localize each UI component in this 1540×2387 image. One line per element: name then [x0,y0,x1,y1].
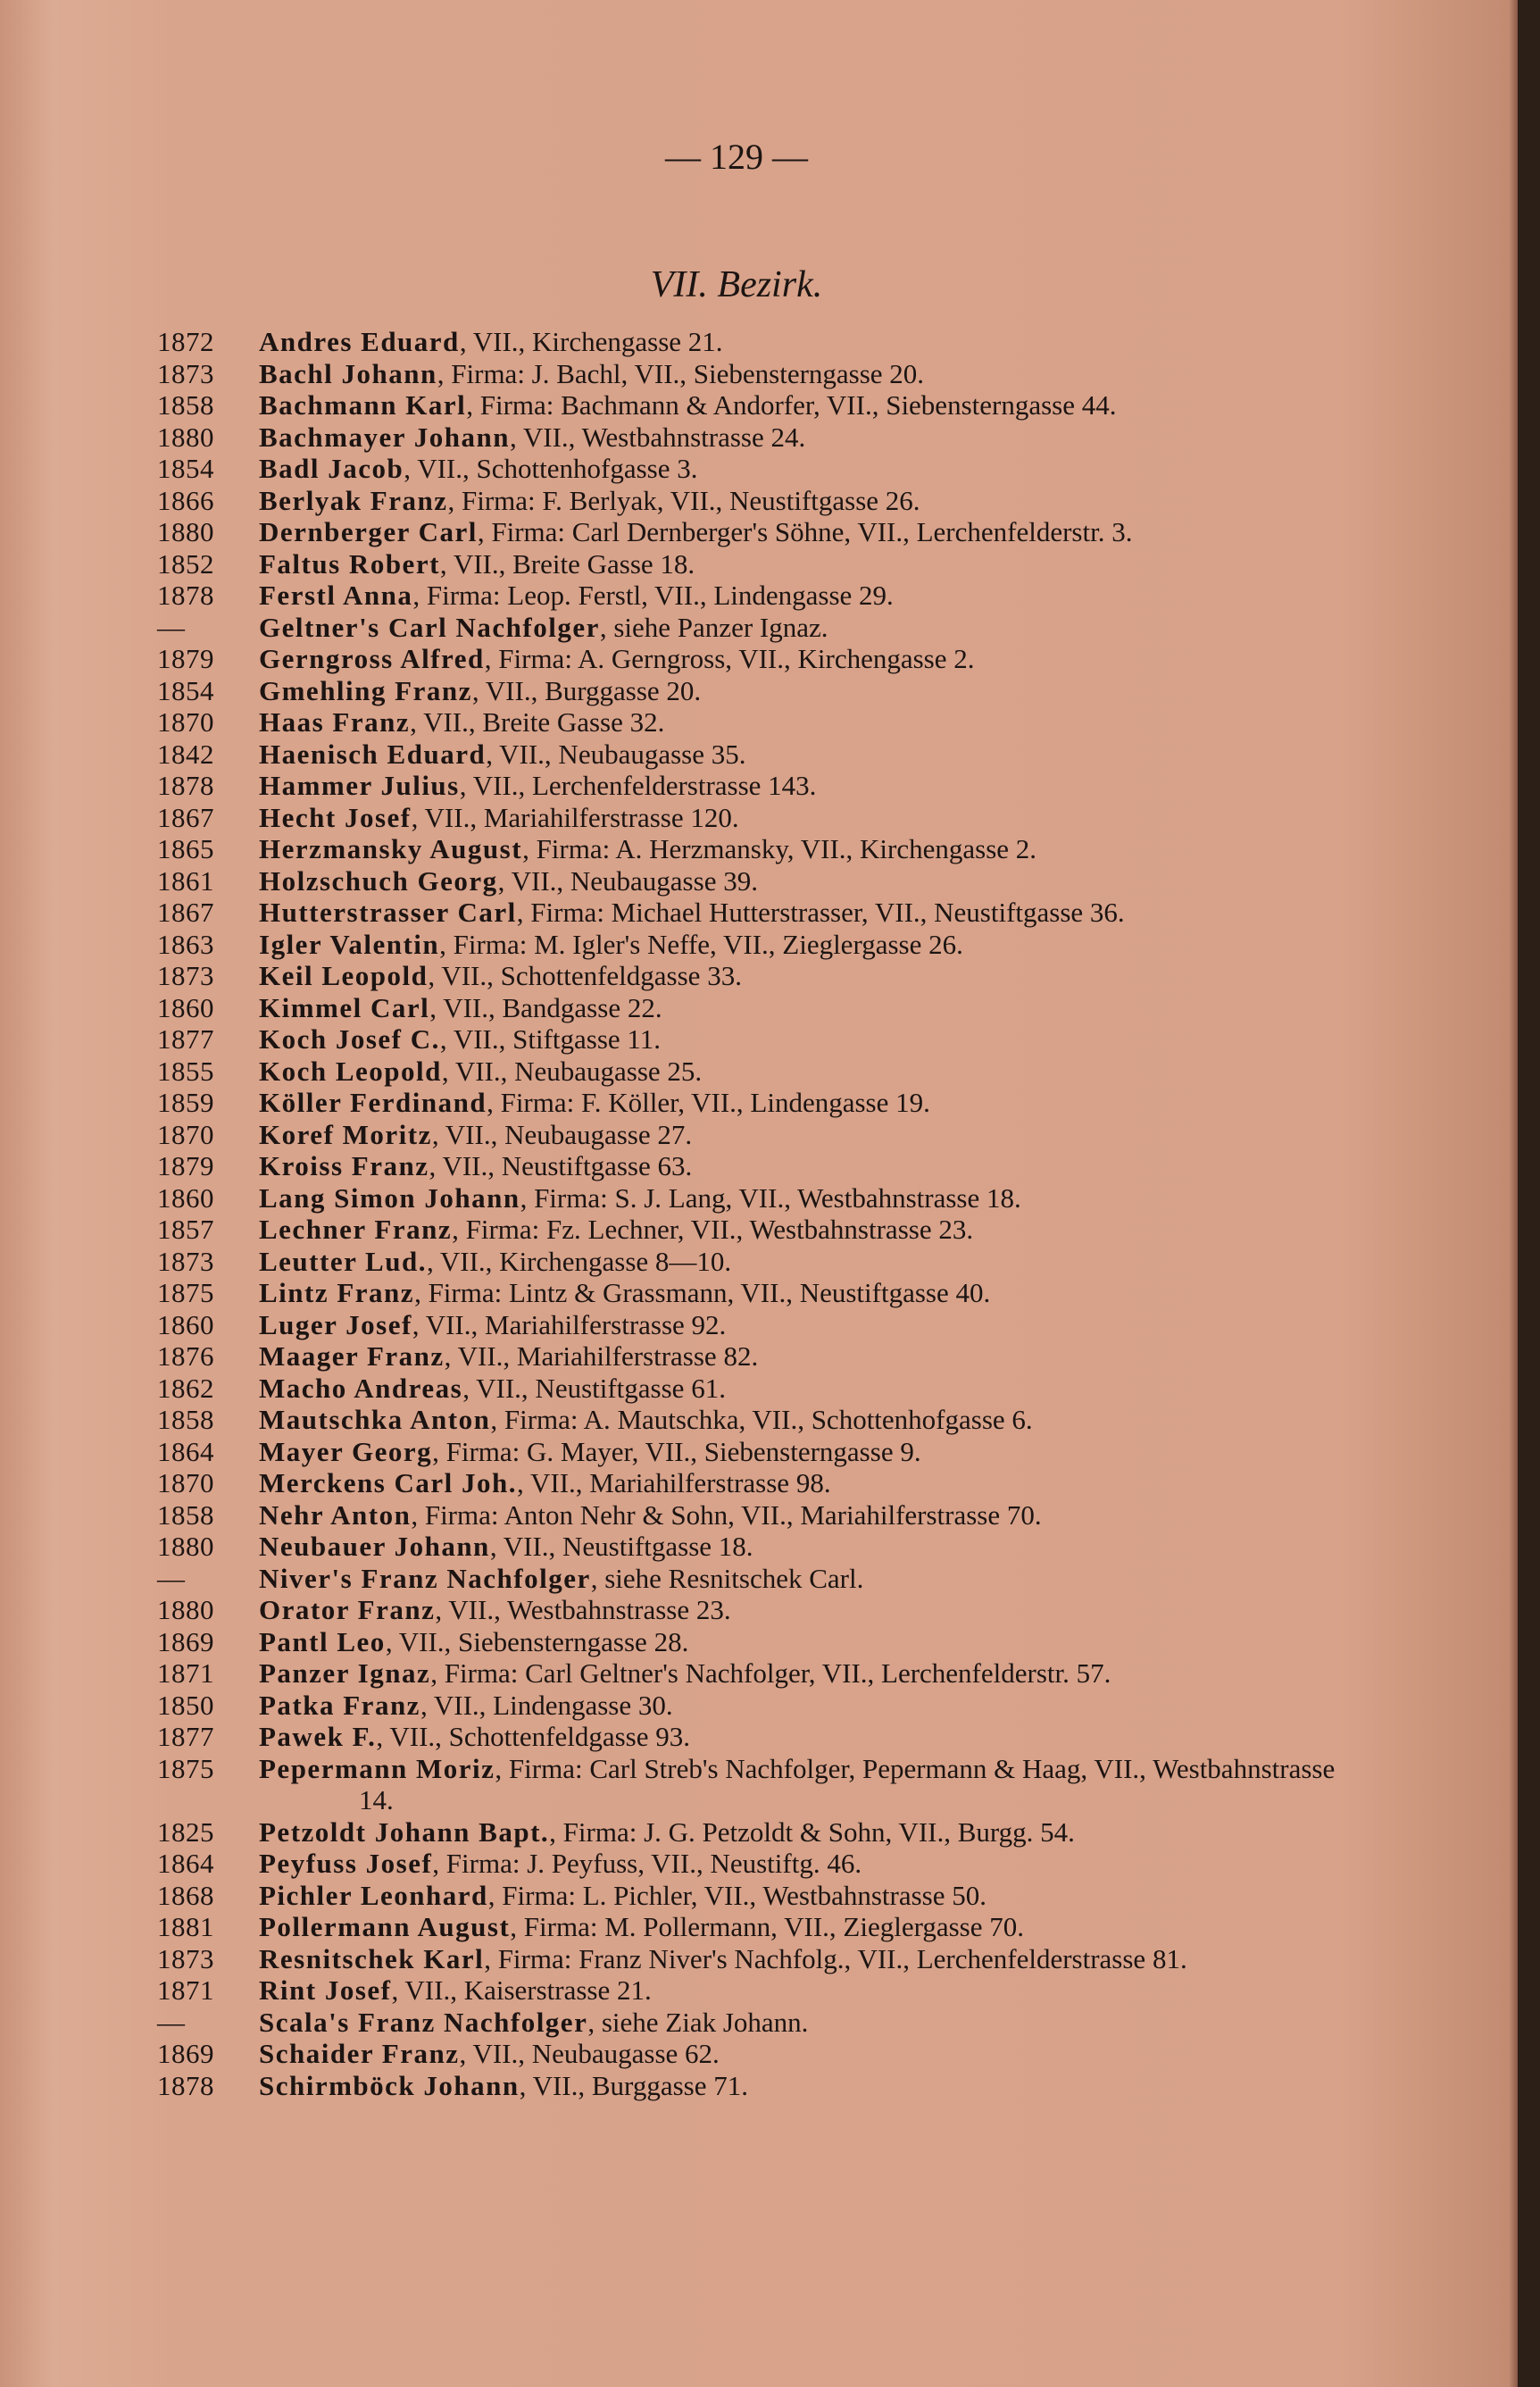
list-item [0,1531,1518,1563]
entry-details: , VII., Neustiftgasse 63. [429,1150,693,1181]
list-item [0,1721,1518,1753]
entry-text [259,992,1357,1024]
entry-year: 1860 [157,991,214,1023]
entry-text [259,1023,1357,1056]
list-item [0,1277,1518,1309]
list-item [0,802,1518,834]
entry-details: , Firma: Michael Hutterstrasser, VII., Neustiftgasse 36. [516,897,1125,928]
entry-year: 1850 [157,1689,214,1721]
list-item [0,1467,1518,1499]
list-item [0,1974,1518,2007]
entry-name: Holzschuch Georg [259,864,498,897]
entry-year: 1879 [157,1150,214,1181]
entry-year: 1862 [157,1372,214,1404]
entry-text [259,1340,1357,1373]
entry-details: , VII., Mariahilferstrasse 120. [411,801,739,833]
entry-details: , VII., Neubaugasse 35. [486,738,746,770]
entry-name: Lang Simon Johann [259,1181,520,1214]
entry-name: Mautschka Anton [259,1404,491,1435]
list-item [0,1214,1518,1246]
entry-year: 1873 [157,357,214,389]
entry-year: 1870 [157,706,214,738]
list-item [0,358,1518,390]
entry-name: Panzer Ignaz [259,1657,431,1689]
list-item [0,1150,1518,1182]
entry-details: , Firma: Leop. Ferstl, VII., Lindengasse 29. [412,580,894,611]
list-item [0,833,1518,865]
list-item [0,1563,1518,1595]
list-item [0,1404,1518,1436]
list-item [0,1436,1518,1468]
entry-details: , VII., Kaiserstrasse 21. [391,1974,652,2006]
entry-year: 1873 [157,1245,214,1277]
list-item [0,706,1518,739]
entry-text [259,1436,1357,1468]
entry-details: , Firma: M. Pollermann, VII., Zieglergasse 70. [510,1911,1024,1942]
list-item [0,580,1518,612]
entry-details: , VII., Mariahilferstrasse 98. [517,1467,831,1498]
entry-details: , VII., Breite Gasse 18. [439,547,695,580]
entry-details: , Firma: Carl Streb's Nachfolger, Pepermann & Haag, VII., Westbahnstrasse 14. [359,1752,1336,1815]
entry-name: Igler Valentin [259,928,440,960]
list-item [0,1943,1518,1975]
list-item [0,929,1518,961]
entry-text [259,548,1357,580]
entry-details: , Firma: Franz Niver's Nachfolg., VII., Lerchenfelderstrasse 81. [484,1942,1187,1974]
entry-year: 1855 [157,1055,214,1087]
entry-year: 1869 [157,1625,214,1657]
entry-details: , Firma: Anton Nehr & Sohn, VII., Mariahilferstrasse 70. [411,1498,1042,1531]
list-item [0,1816,1518,1849]
entry-name: Resnitschek Karl [259,1942,485,1974]
entry-details: , siehe Resnitschek Carl. [590,1562,864,1594]
entry-text [259,770,1357,802]
entry-name: Mayer Georg [259,1435,433,1467]
entry-year: 1872 [157,326,214,357]
entry-year: — [157,611,186,643]
entry-year: 1873 [157,960,214,991]
entry-year: 1881 [157,1911,214,1942]
list-item [0,1626,1518,1658]
list-item [0,865,1518,897]
entry-year: 1875 [157,1752,214,1784]
entry-year: 1863 [157,928,214,960]
entry-details: , VII., Neustiftgasse 18. [489,1531,753,1562]
entry-year: 1878 [157,770,214,801]
entry-details: , Firma: Lintz & Grassmann, VII., Neustiftgasse 40. [414,1277,991,1308]
entry-name: Ferstl Anna [259,580,413,611]
entry-name: Pollermann August [259,1911,511,1942]
entry-year: 1854 [157,674,214,706]
list-item [0,1657,1518,1690]
entry-name: Scala's Franz Nachfolger [259,2006,588,2038]
entry-details: , VII., Neustiftgasse 61. [462,1372,726,1404]
entry-name: Maager Franz [259,1340,445,1372]
entry-text [259,612,1357,644]
entry-details: , VII., Lerchenfelderstrasse 143. [459,770,817,801]
entry-name: Leutter Lud. [259,1245,427,1277]
entry-details: , VII., Neubaugasse 62. [459,2038,720,2069]
entry-name: Köller Ferdinand [259,1087,487,1118]
entry-year: 1873 [157,1942,214,1974]
entry-name: Gerngross Alfred [259,643,485,674]
entry-details: , Firma: F. Berlyak, VII., Neustiftgasse 26. [447,484,920,516]
entry-text [259,1690,1357,1722]
entry-year: 1880 [157,1594,214,1625]
entry-details: , VII., Schottenhofgasse 3. [404,453,698,484]
entry-year: 1880 [157,1531,214,1562]
entry-name: Keil Leopold [259,960,429,991]
entry-year: 1859 [157,1087,214,1118]
entry-text [259,1467,1357,1499]
list-item [0,1119,1518,1151]
entry-text [259,706,1357,739]
entry-year: 1865 [157,833,214,864]
entry-year: 1861 [157,864,214,897]
entry-year: 1858 [157,1498,214,1531]
entry-name: Koch Josef C. [259,1023,440,1055]
entry-details: , VII., Neubaugasse 27. [431,1118,693,1150]
entry-year: 1870 [157,1118,214,1150]
list-item [0,2070,1518,2102]
list-item [0,1023,1518,1056]
entry-text [259,1404,1357,1436]
entry-year: 1867 [157,897,214,928]
page-number: — 129 — [665,137,808,177]
entry-text [259,326,1357,358]
entry-name: Nehr Anton [259,1498,412,1531]
entry-name: Kroiss Franz [259,1150,429,1181]
entry-name: Hammer Julius [259,770,460,801]
entry-year: 1880 [157,516,214,547]
entry-year: 1870 [157,1467,214,1498]
entry-text [259,897,1357,929]
entry-text [259,929,1357,961]
entry-details: , VII., Siebensterngasse 28. [385,1625,689,1657]
book-spine [1518,0,1540,2387]
entry-details: , VII., Burggasse 20. [471,674,702,706]
entry-text [259,485,1357,517]
entry-details: , Firma: Fz. Lechner, VII., Westbahnstrasse 23. [452,1214,974,1245]
entry-year: 1879 [157,643,214,674]
entry-year: 1878 [157,580,214,611]
entry-name: Rint Josef [259,1974,392,2006]
entry-name: Hutterstrasser Carl [259,897,517,928]
entry-name: Petzoldt Johann Bapt. [259,1815,550,1848]
entry-year: 1877 [157,1721,214,1752]
entry-text [259,1721,1357,1753]
entry-year: 1875 [157,1277,214,1308]
entry-text [259,389,1357,421]
entry-text [259,1499,1357,1532]
entry-text [259,1056,1357,1088]
entry-year: 1842 [157,738,214,770]
entry-text [259,1974,1357,2007]
entry-year: 1871 [157,1657,214,1689]
entry-name: Berlyak Franz [259,484,448,516]
entry-details: , VII., Mariahilferstrasse 92. [412,1308,727,1340]
entry-text [259,960,1357,992]
entry-text [259,1563,1357,1595]
entry-year: 1867 [157,801,214,833]
list-item [0,992,1518,1024]
entry-name: Bachmann Karl [259,389,467,421]
entry-details: , VII., Schottenfeldgasse 33. [428,960,742,991]
entry-text [259,739,1357,771]
list-item [0,675,1518,707]
entry-details: , Firma: A. Herzmansky, VII., Kirchengasse 2. [522,833,1037,864]
list-item [0,1690,1518,1722]
entry-year: 1860 [157,1308,214,1340]
entry-details: , VII., Kirchengasse 8—10. [426,1245,732,1277]
entry-details: , VII., Neubaugasse 39. [497,864,758,897]
entry-text [259,833,1357,865]
entry-name: Pepermann Moriz [259,1752,495,1784]
entry-details: , Firma: F. Köller, VII., Lindengasse 19. [487,1087,930,1118]
list-item [0,643,1518,675]
entry-name: Lintz Franz [259,1277,415,1308]
list-item [0,2038,1518,2070]
entry-year: 1858 [157,389,214,421]
entry-year: 1878 [157,2069,214,2101]
entry-text [259,1911,1357,1943]
entry-name: Pantl Leo [259,1625,386,1657]
entry-text [259,1119,1357,1151]
list-item [0,1848,1518,1880]
entry-name: Merckens Carl Joh. [259,1467,518,1498]
entry-details: , VII., Breite Gasse 32. [410,706,665,738]
entry-text [259,2038,1357,2070]
entry-name: Schaider Franz [259,2038,460,2069]
entry-text [259,1246,1357,1278]
entry-details: , VII., Westbahnstrasse 24. [509,421,806,453]
entry-text [259,1150,1357,1182]
entry-details: , VII., Stiftgasse 11. [439,1023,662,1055]
entry-year: 1880 [157,421,214,453]
list-item [0,1182,1518,1214]
list-item [0,485,1518,517]
list-item [0,1499,1518,1532]
entry-name: Macho Andreas [259,1372,463,1404]
entry-details: , VII., Kirchengasse 21. [459,326,723,357]
entry-name: Haenisch Eduard [259,738,487,770]
list-item [0,770,1518,802]
entry-name: Bachl Johann [259,357,437,389]
list-item [0,1340,1518,1373]
list-item [0,2007,1518,2039]
entry-name: Luger Josef [259,1308,412,1340]
entry-details: , VII., Mariahilferstrasse 82. [444,1340,759,1372]
entry-year: 1864 [157,1435,214,1467]
entry-details: , VII., Lindengasse 30. [420,1689,673,1721]
entry-name: Koch Leopold [259,1055,442,1087]
entry-text [259,1087,1357,1119]
entry-year: 1877 [157,1023,214,1055]
entry-text [259,2070,1357,2102]
entry-year: 1825 [157,1815,214,1848]
list-item [0,548,1518,580]
entry-name: Neubauer Johann [259,1531,490,1562]
entry-name: Badl Jacob [259,453,404,484]
list-item [0,1880,1518,1912]
entry-name: Bachmayer Johann [259,421,510,453]
entry-details: , Firma: Carl Dernberger's Söhne, VII., Lerchenfelderstr. 3. [477,516,1133,547]
entry-year: 1854 [157,453,214,484]
entry-details: , VII., Westbahnstrasse 23. [435,1594,731,1625]
list-item [0,960,1518,992]
entry-year: 1869 [157,2038,214,2069]
section-title: VII. Bezirk. [650,264,823,305]
list-item [0,389,1518,421]
entry-text [259,1753,1357,1816]
list-item [0,1246,1518,1278]
list-item [0,897,1518,929]
entry-year: 1864 [157,1848,214,1879]
entry-year: — [157,1562,186,1594]
entry-name: Orator Franz [259,1594,436,1625]
entry-details: , Firma: J. Peyfuss, VII., Neustiftg. 46. [432,1848,862,1879]
entry-details: , Firma: S. J. Lang, VII., Westbahnstrasse 18. [520,1181,1021,1214]
entry-details: , Firma: Bachmann & Andorfer, VII., Siebensterngasse 44. [466,389,1117,421]
entry-text [259,1816,1357,1849]
entry-text [259,1848,1357,1880]
list-item [0,1309,1518,1341]
entry-name: Schirmböck Johann [259,2069,520,2101]
entry-name: Niver's Franz Nachfolger [259,1562,591,1594]
entry-text [259,865,1357,897]
entry-name: Herzmansky August [259,833,523,864]
entry-year: 1857 [157,1214,214,1245]
entry-year: 1876 [157,1340,214,1372]
list-item [0,516,1518,548]
entry-details: , Firma: J. Bachl, VII., Siebensterngasse 20. [437,357,925,389]
entry-details: , Firma: Carl Geltner's Nachfolger, VII., Lerchenfelderstr. 57. [430,1657,1111,1689]
entry-text [259,2007,1357,2039]
entry-name: Koref Moritz [259,1118,432,1150]
entry-name: Andres Eduard [259,326,460,357]
entry-name: Geltner's Carl Nachfolger [259,611,600,643]
entry-name: Pawek F. [259,1721,377,1752]
entry-text [259,1373,1357,1405]
entry-name: Faltus Robert [259,547,440,580]
entry-text [259,1309,1357,1341]
entry-name: Lechner Franz [259,1214,453,1245]
list-item [0,326,1518,358]
entry-year: 1871 [157,1974,214,2006]
list-item [0,1056,1518,1088]
entry-name: Kimmel Carl [259,991,430,1023]
list-item [0,612,1518,644]
entry-list [0,326,1518,2101]
entry-text [259,1531,1357,1563]
entry-text [259,1277,1357,1309]
entry-text [259,643,1357,675]
entry-text [259,358,1357,390]
entry-text [259,1626,1357,1658]
entry-name: Haas Franz [259,706,411,738]
entry-name: Patka Franz [259,1689,420,1721]
entry-text [259,1182,1357,1214]
entry-text [259,453,1357,485]
entry-year: — [157,2006,186,2038]
entry-year: 1860 [157,1181,214,1214]
list-item [0,421,1518,454]
entry-year: 1852 [157,547,214,580]
entry-details: , Firma: G. Mayer, VII., Siebensterngasse 9. [432,1435,921,1467]
entry-details: , Firma: J. G. Petzoldt & Sohn, VII., Burgg. 54. [549,1815,1075,1848]
entry-text [259,802,1357,834]
entry-name: Peyfuss Josef [259,1848,433,1879]
entry-text [259,1880,1357,1912]
entry-details: , Firma: L. Pichler, VII., Westbahnstrasse 50. [487,1879,986,1911]
entry-text [259,1943,1357,1975]
entry-details: , Firma: M. Igler's Neffe, VII., Zieglergasse 26. [439,928,963,960]
entry-details: , siehe Ziak Johann. [587,2006,809,2038]
list-item [0,1087,1518,1119]
entry-text [259,421,1357,454]
list-item [0,1594,1518,1626]
entry-details: , siehe Panzer Ignaz. [599,611,828,643]
entry-year: 1868 [157,1879,214,1911]
entry-year: 1858 [157,1404,214,1435]
entry-text [259,1214,1357,1246]
entry-details: , Firma: A. Mautschka, VII., Schottenhofgasse 6. [490,1404,1033,1435]
entry-text [259,580,1357,612]
list-item [0,739,1518,771]
entry-year: 1866 [157,484,214,516]
entry-name: Pichler Leonhard [259,1879,488,1911]
entry-text [259,1594,1357,1626]
entry-text [259,1657,1357,1690]
list-item [0,1911,1518,1943]
entry-details: , VII., Bandgasse 22. [429,991,662,1023]
entry-details: , VII., Burggasse 71. [519,2069,748,2101]
entry-text [259,675,1357,707]
entry-name: Gmehling Franz [259,674,472,706]
list-item [0,453,1518,485]
entry-details: , VII., Schottenfeldgasse 93. [376,1721,690,1752]
list-item [0,1753,1518,1816]
list-item [0,1373,1518,1405]
entry-text [259,516,1357,548]
entry-details: , Firma: A. Gerngross, VII., Kirchengasse 2. [484,643,975,674]
entry-details: , VII., Neubaugasse 25. [441,1055,703,1087]
entry-name: Hecht Josef [259,801,412,833]
entry-name: Dernberger Carl [259,516,478,547]
